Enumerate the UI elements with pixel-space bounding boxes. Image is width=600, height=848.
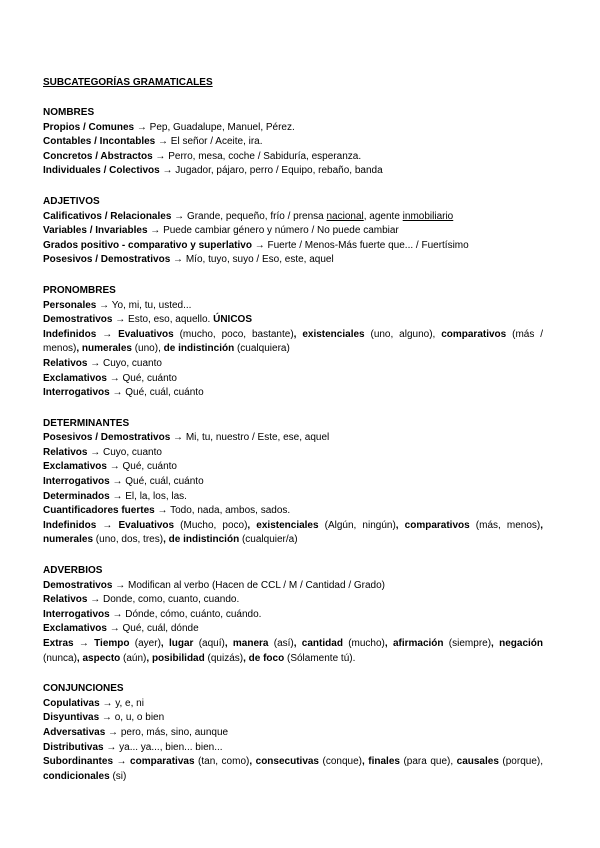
example-text: → Cuyo, cuanto [87,446,162,458]
example-text: (aún) [120,652,147,664]
term-label: Demostrativos [43,314,113,326]
example-text: → Mío, tuyo, suyo / Eso, este, aquel [170,254,334,266]
example-text: → Todo, nada, ambos, sados. [154,505,291,517]
term-label: , de indistinción [163,534,240,546]
example-text: (uno, dos, tres) [93,534,164,546]
term-label: Personales [43,299,97,311]
term-label: Interrogativos [43,387,110,399]
section-heading: NOMBRES [43,107,95,118]
section-heading: ADJETIVOS [43,195,100,207]
example-text: → Esto, eso, aquello. [112,314,214,326]
entry-line [43,239,543,254]
underlined-text: inmobiliario [402,210,454,222]
example-text: (si) [109,770,127,782]
term-label: Demostrativos [43,579,113,591]
term-label: Posesivos / Demostrativos [43,254,171,266]
example-text: → Cuyo, cuanto [87,357,162,369]
example-text: → y, e, ni [99,697,144,709]
term-label: comparativos [441,328,507,340]
example-text: (más / menos) [43,328,544,355]
term-label: , manera [224,638,269,649]
term-label: , negación [491,638,543,649]
term-label: , lugar [160,638,194,649]
entry-line [43,460,543,475]
entry-line [43,210,543,225]
example-text: → Fuerte / Menos-Más fuerte que... / Fuertísimo [251,239,469,251]
entry-line [43,622,543,637]
term-label: de indistinción [163,343,235,355]
example-text: (quizás) [204,652,244,664]
term-label: , finales [361,756,400,768]
example-text: (siempre) [443,638,492,649]
term-label: Calificativos / Relacionales [43,210,172,222]
example-text: → Qué, cuál, dónde [106,623,199,635]
entry-line [43,446,543,461]
example-text: (Mucho, poco) [174,519,248,531]
term-label: Posesivos / Demostrativos [43,432,171,444]
entry-line [43,313,543,328]
entry-line [43,328,543,357]
term-label: Copulativas [43,697,100,709]
section-determinantes [43,417,543,548]
term-label: Disyuntivas [43,712,100,724]
example-text: → ya... ya..., bien... bien... [103,741,223,753]
term-label: Subordinantes → comparativas [43,756,195,768]
term-label: Indefinidos → Evaluativos [43,328,174,340]
term-label: , numerales [76,343,132,355]
term-label: , consecutivas [249,756,319,768]
entry-line [43,253,543,268]
entry-line [43,372,543,387]
term-label: , existenciales [293,328,365,340]
entry-line [43,431,543,446]
term-label: Individuales / Colectivos [43,165,160,177]
example-text: → Donde, como, cuanto, cuando. [87,594,240,606]
example-text: → Yo, mi, tu, usted... [96,299,192,311]
entry-line [43,755,543,784]
entry-line [43,490,543,505]
term-label: causales [456,756,499,768]
entry-line [43,504,543,519]
section-nombres [43,106,543,179]
example-text: (cualquier/a) [239,534,298,546]
example-text: (Algún, ningún) [318,519,396,531]
entry-line [43,726,543,741]
example-text: → o, u, o bien [99,712,165,724]
entry-line [43,164,543,179]
example-text: → El, la, los, las. [109,490,187,502]
term-label: Exclamativos [43,461,107,473]
example-text: → El señor / Aceite, ira. [155,136,263,148]
document-title: SUBCATEGORÍAS GRAMATICALES [43,77,213,88]
entry-line [43,475,543,490]
term-label: , numerales [43,519,544,546]
example-text: (Sólamente tú). [284,652,356,664]
term-label: Cuantificadores fuertes [43,505,155,517]
entry-line [43,593,543,608]
section-heading: ADVERBIOS [43,565,103,577]
example-text: → Jugador, pájaro, perro / Equipo, rebaño, banda [159,165,383,177]
section-heading: DETERMINANTES [43,417,130,429]
term-label: Concretos / Abstractos [43,150,153,162]
entry-line [43,150,543,165]
entry-line [43,637,543,666]
example-text: (nunca) [43,652,77,664]
term-label: condicionales [43,770,110,782]
entry-line [43,121,543,136]
entry-line [43,224,543,239]
entry-line [43,711,543,726]
example-text: → Dónde, cómo, cuánto, cuándo. [109,608,262,620]
term-label: , afirmación [384,638,444,649]
entry-line [43,579,543,594]
entry-line [43,608,543,623]
term-label: Relativos [43,357,88,369]
example-text: (así) [268,638,294,649]
term-label: , comparativos [395,519,470,531]
term-label: Adversativas [43,726,106,738]
underlined-text: nacional [326,210,364,222]
example-text: (más, menos) [469,519,541,531]
term-label: Indefinidos → Evaluativos [43,519,175,531]
entry-line [43,741,543,756]
entry-line [43,386,543,401]
entry-line [43,357,543,372]
entry-line [43,135,543,150]
example-text: (aquí) [193,638,225,649]
term-label: Exclamativos [43,623,107,635]
term-label: Interrogativos [43,476,110,488]
term-label: Variables / Invariables [43,225,148,237]
example-text: (uno), [131,343,164,355]
example-text: (mucho) [342,638,385,649]
example-text: → Perro, mesa, coche / Sabiduría, esperanza. [152,150,362,162]
example-text: (ayer) [129,638,161,649]
term-label: Exclamativos [43,372,107,384]
term-label: Contables / Incontables [43,136,156,148]
document-page [43,76,543,800]
term-label: , cantidad [293,638,343,649]
section-adverbios [43,564,543,666]
term-label: Relativos [43,594,88,606]
example-text: → Pep, Guadalupe, Manuel, Pérez. [134,121,295,133]
example-text: → Qué, cuál, cuánto [109,476,204,488]
example-text: → Modifican al verbo (Hacen de CCL / M / Cantidad / Grado) [112,579,385,591]
example-text: → pero, más, sino, aunque [105,726,229,738]
term-label: Relativos [43,446,88,458]
term-label: , de foco [243,652,285,664]
example-text: → Puede cambiar género y número / No puede cambiar [147,225,399,237]
example-text: (para que), [399,756,457,768]
section-conjunciones [43,682,543,784]
example-text: → Qué, cuánto [106,372,177,384]
term-label: Distributivas [43,741,104,753]
example-text: → Qué, cuál, cuánto [109,387,204,399]
example-text: (uno, alguno), [364,328,442,340]
term-label: , aspecto [76,652,121,664]
example-text: → Mi, tu, nuestro / Este, ese, aquel [170,432,330,444]
section-heading: CONJUNCIONES [43,683,124,695]
section-heading: PRONOMBRES [43,284,116,296]
term-label: , existenciales [247,519,319,531]
example-text: (tan, como) [194,756,250,768]
entry-line [43,519,543,548]
example-text: → Grande, pequeño, frío / prensa [171,210,327,222]
example-text: → Qué, cuánto [106,461,177,473]
term-label: , posibilidad [146,652,205,664]
term-label: Propios / Comunes [43,121,135,133]
example-text: (conque) [319,756,362,768]
entry-line [43,299,543,314]
sections-container [43,106,543,784]
term-label: Grados positivo - comparativo y superlativo [43,239,252,251]
entry-line [43,697,543,712]
example-text: (cualquiera) [234,343,290,355]
term-label: Extras → Tiempo [43,638,130,649]
term-label: Determinados [43,490,110,502]
example-text: (porque), [498,756,543,768]
term-label: ÚNICOS [213,314,252,326]
example-text: , agente [363,210,403,222]
term-label: Interrogativos [43,608,110,620]
section-pronombres [43,284,543,401]
section-adjetivos [43,195,543,268]
example-text: (mucho, poco, bastante) [173,328,294,340]
